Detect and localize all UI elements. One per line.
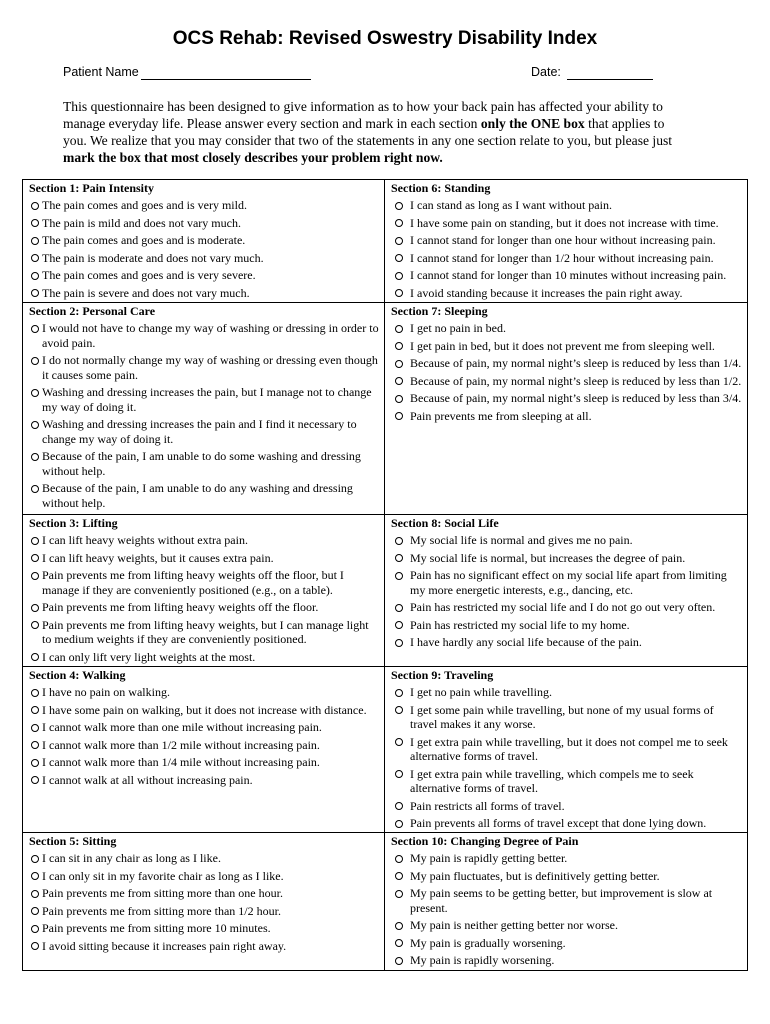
answer-option-label: I can only sit in my favorite chair as long as I like. xyxy=(42,868,284,883)
radio-circle-icon[interactable] xyxy=(31,254,39,262)
radio-circle-icon[interactable] xyxy=(31,942,39,950)
intro-bold-2: mark the box that most closely describes your problem right now. xyxy=(63,150,443,165)
answer-option-label: Because of pain, my normal night’s sleep is reduced by less than 1/4. xyxy=(410,356,742,370)
radio-circle-icon[interactable] xyxy=(31,604,39,612)
patient-name-label: Patient Name xyxy=(63,65,139,79)
table-row xyxy=(23,832,747,970)
radio-circle-icon[interactable] xyxy=(395,939,403,947)
radio-circle-icon[interactable] xyxy=(31,237,39,245)
answer-option-label: My pain seems to be getting better, but improvement is slow at present. xyxy=(410,886,713,915)
radio-circle-icon[interactable] xyxy=(395,360,403,368)
answer-option-label: Because of the pain, I am unable to do any washing and dressing without help. xyxy=(42,481,353,510)
answer-option[interactable] xyxy=(29,600,380,615)
answer-option-label: Because of pain, my normal night’s sleep is reduced by less than 3/4. xyxy=(410,391,742,405)
answer-option[interactable] xyxy=(29,738,380,753)
answer-option[interactable] xyxy=(391,268,743,283)
patient-name-field[interactable] xyxy=(141,79,311,80)
radio-circle-icon[interactable] xyxy=(395,802,403,810)
answer-option[interactable] xyxy=(29,939,380,954)
answer-option[interactable] xyxy=(29,551,380,566)
answer-option-label: I can only lift very light weights at the most. xyxy=(42,649,256,664)
answer-option[interactable] xyxy=(391,321,743,336)
answer-option[interactable] xyxy=(29,869,380,884)
radio-circle-icon[interactable] xyxy=(31,925,39,933)
radio-circle-icon[interactable] xyxy=(31,621,39,629)
radio-circle-icon[interactable] xyxy=(31,653,39,661)
answer-option[interactable] xyxy=(29,385,380,414)
answer-option[interactable] xyxy=(29,618,380,647)
answer-option-label: I cannot stand for longer than one hour without increasing pain. xyxy=(410,233,716,247)
radio-circle-icon[interactable] xyxy=(395,890,403,898)
answer-option[interactable] xyxy=(391,198,743,213)
section-title: Section 8: Social Life xyxy=(391,516,499,530)
radio-circle-icon[interactable] xyxy=(31,289,39,297)
radio-circle-icon[interactable] xyxy=(395,639,403,647)
answer-option[interactable] xyxy=(29,851,380,866)
radio-circle-icon[interactable] xyxy=(395,770,403,778)
answer-option-label: Pain has restricted my social life and I do not go out very often. xyxy=(410,600,716,614)
radio-circle-icon[interactable] xyxy=(395,325,403,333)
answer-option[interactable] xyxy=(29,921,380,936)
answer-option-label: I can sit in any chair as long as I like. xyxy=(42,851,221,865)
radio-circle-icon[interactable] xyxy=(395,272,403,280)
section-title: Section 2: Personal Care xyxy=(29,304,156,318)
answer-option-label: My pain is rapidly getting better. xyxy=(410,851,568,865)
answer-option-label: I get extra pain while travelling, but it does not compel me to seek alternative forms of travel. xyxy=(410,734,728,763)
answer-option[interactable] xyxy=(29,198,380,213)
answer-option-label: The pain is moderate and does not vary much. xyxy=(42,250,264,265)
answer-option[interactable] xyxy=(29,449,380,478)
answer-option[interactable] xyxy=(29,720,380,735)
section-standing xyxy=(385,180,747,302)
answer-option[interactable] xyxy=(29,755,380,770)
section-title: Section 10: Changing Degree of Pain xyxy=(391,834,579,848)
radio-circle-icon[interactable] xyxy=(395,689,403,697)
radio-circle-icon[interactable] xyxy=(31,485,39,493)
radio-circle-icon[interactable] xyxy=(395,254,403,262)
answer-option[interactable] xyxy=(391,886,743,915)
section-personal-care xyxy=(23,303,385,514)
answer-option-label: My pain is gradually worsening. xyxy=(410,935,566,950)
date-field[interactable] xyxy=(567,79,653,80)
answer-option[interactable] xyxy=(29,650,380,665)
answer-option-label: I cannot walk more than 1/2 mile without increasing pain. xyxy=(42,737,320,752)
answer-option[interactable] xyxy=(391,635,743,650)
radio-circle-icon[interactable] xyxy=(31,776,39,784)
answer-option[interactable] xyxy=(391,618,743,633)
radio-circle-icon[interactable] xyxy=(395,621,403,629)
radio-circle-icon[interactable] xyxy=(31,453,39,461)
radio-circle-icon[interactable] xyxy=(395,395,403,403)
answer-option-label: I get pain in bed, but it does not prevent me from sleeping well. xyxy=(410,338,715,353)
answer-option-label: Pain prevents me from sitting more than one hour. xyxy=(42,886,283,900)
answer-option[interactable] xyxy=(391,685,743,700)
radio-circle-icon[interactable] xyxy=(31,572,39,580)
answer-option[interactable] xyxy=(29,481,380,510)
answer-option[interactable] xyxy=(391,251,743,266)
answer-option[interactable] xyxy=(29,268,380,283)
radio-circle-icon[interactable] xyxy=(395,957,403,965)
answer-option-label: I can lift heavy weights, but it causes extra pain. xyxy=(42,550,274,565)
answer-option-label: I get some pain while travelling, but none of my usual forms of travel makes it any worse. xyxy=(410,702,714,731)
answer-option[interactable] xyxy=(391,799,743,814)
answer-option[interactable] xyxy=(391,409,743,424)
radio-circle-icon[interactable] xyxy=(31,202,39,210)
radio-circle-icon[interactable] xyxy=(31,325,39,333)
answer-option[interactable] xyxy=(29,216,380,231)
answer-option-label: Pain prevents me from sitting more than 1/2 hour. xyxy=(42,903,281,918)
section-traveling xyxy=(385,667,747,832)
answer-option[interactable] xyxy=(29,321,380,350)
answer-option[interactable] xyxy=(391,767,743,796)
answer-option[interactable] xyxy=(29,886,380,901)
section-walking xyxy=(23,667,385,832)
answer-option[interactable] xyxy=(391,374,743,389)
table-row xyxy=(23,514,747,666)
answer-option-label: I avoid standing because it increases the pain right away. xyxy=(410,285,683,300)
answer-option[interactable] xyxy=(391,936,743,951)
answer-option[interactable] xyxy=(391,816,743,831)
section-title: Section 7: Sleeping xyxy=(391,304,488,318)
section-changing-degree-of-pain xyxy=(385,833,747,970)
answer-option-label: I cannot walk more than 1/4 mile without increasing pain. xyxy=(42,755,320,769)
radio-circle-icon[interactable] xyxy=(31,357,39,365)
radio-circle-icon[interactable] xyxy=(395,604,403,612)
answer-option-label: Pain has restricted my social life to my home. xyxy=(410,617,630,632)
radio-circle-icon[interactable] xyxy=(31,272,39,280)
answer-option-label: I have no pain on walking. xyxy=(42,685,170,699)
radio-circle-icon[interactable] xyxy=(395,537,403,545)
answer-option-label: I do not normally change my way of washing or dressing even though it causes some pain. xyxy=(42,353,378,382)
answer-option-label: My pain is neither getting better nor worse. xyxy=(410,918,618,932)
answer-option-label: The pain comes and goes and is moderate. xyxy=(42,233,246,247)
answer-option-label: The pain is severe and does not vary much. xyxy=(42,285,250,300)
answer-option-label: Pain prevents me from sitting more 10 minutes. xyxy=(42,921,271,935)
questionnaire-table xyxy=(22,179,748,971)
answer-option-label: My pain is rapidly worsening. xyxy=(410,953,555,967)
answer-option-label: The pain is mild and does not vary much. xyxy=(42,215,241,230)
radio-circle-icon[interactable] xyxy=(31,724,39,732)
section-sitting xyxy=(23,833,385,970)
answer-option[interactable] xyxy=(391,735,743,764)
section-title: Section 9: Traveling xyxy=(391,668,494,682)
answer-option-label: I can stand as long as I want without pain. xyxy=(410,198,612,212)
radio-circle-icon[interactable] xyxy=(31,389,39,397)
section-title: Section 5: Sitting xyxy=(29,834,117,848)
answer-option-label: I have hardly any social life because of the pain. xyxy=(410,635,642,649)
answer-option[interactable] xyxy=(391,339,743,354)
table-row xyxy=(23,302,747,514)
radio-circle-icon[interactable] xyxy=(395,855,403,863)
answer-option-label: I get no pain while travelling. xyxy=(410,685,552,699)
answer-option-label: I cannot stand for longer than 10 minutes without increasing pain. xyxy=(410,268,727,282)
answer-option[interactable] xyxy=(29,251,380,266)
section-sleeping xyxy=(385,303,747,514)
answer-option[interactable] xyxy=(29,773,380,788)
section-title: Section 6: Standing xyxy=(391,181,491,195)
radio-circle-icon[interactable] xyxy=(31,706,39,714)
answer-option[interactable] xyxy=(29,286,380,301)
answer-option-label: I cannot walk at all without increasing pain. xyxy=(42,772,253,787)
radio-circle-icon[interactable] xyxy=(395,572,403,580)
section-lifting xyxy=(23,515,385,666)
radio-circle-icon[interactable] xyxy=(395,219,403,227)
radio-circle-icon[interactable] xyxy=(31,689,39,697)
answer-option-label: I cannot stand for longer than 1/2 hour without increasing pain. xyxy=(410,250,714,265)
answer-option[interactable] xyxy=(29,703,380,718)
radio-circle-icon[interactable] xyxy=(31,890,39,898)
radio-circle-icon[interactable] xyxy=(395,342,403,350)
section-title: Section 1: Pain Intensity xyxy=(29,181,155,195)
table-row xyxy=(23,666,747,832)
answer-option[interactable] xyxy=(29,904,380,919)
page-title: OCS Rehab: Revised Oswestry Disability Index xyxy=(172,28,598,49)
table-row xyxy=(23,180,747,302)
radio-circle-icon[interactable] xyxy=(395,738,403,746)
intro-text-1: This questionnaire has been designed to give information as to how your back pain has affected your ability to manage everyday life. Please answer every section and mark in each section xyxy=(63,99,663,131)
answer-option[interactable] xyxy=(391,918,743,933)
answer-option[interactable] xyxy=(391,533,743,548)
radio-circle-icon[interactable] xyxy=(395,237,403,245)
answer-option[interactable] xyxy=(391,286,743,301)
radio-circle-icon[interactable] xyxy=(31,554,39,562)
answer-option-label: I get extra pain while travelling, which compels me to seek alternative forms of travel. xyxy=(410,766,694,795)
patient-info-row xyxy=(63,65,653,83)
answer-option[interactable] xyxy=(29,353,380,382)
answer-option-label: Pain restricts all forms of travel. xyxy=(410,798,565,813)
answer-option[interactable] xyxy=(391,869,743,884)
answer-option-label: My social life is normal, but increases the degree of pain. xyxy=(410,550,686,565)
answer-option[interactable] xyxy=(29,533,380,548)
answer-option[interactable] xyxy=(391,233,743,248)
radio-circle-icon[interactable] xyxy=(395,554,403,562)
intro-bold-1: only the ONE box xyxy=(480,116,585,131)
answer-option[interactable] xyxy=(391,356,743,371)
answer-option[interactable] xyxy=(29,685,380,700)
intro-text-2: that applies to you. We realize that you may consider that two of the statements in any one section relate to you, but please just xyxy=(63,116,673,148)
section-title: Section 4: Walking xyxy=(29,668,126,682)
answer-option-label: Washing and dressing increases the pain and I find it necessary to change my way of doing it. xyxy=(42,417,357,446)
section-social-life xyxy=(385,515,747,666)
answer-option-label: Pain prevents me from lifting heavy weights, but I can manage light to medium weights if they are conveniently positioned. xyxy=(42,617,369,646)
answer-option[interactable] xyxy=(391,703,743,732)
radio-circle-icon[interactable] xyxy=(31,855,39,863)
answer-option[interactable] xyxy=(29,568,380,597)
radio-circle-icon[interactable] xyxy=(31,537,39,545)
radio-circle-icon[interactable] xyxy=(395,872,403,880)
radio-circle-icon[interactable] xyxy=(31,872,39,880)
answer-option-label: Pain prevents me from lifting heavy weights off the floor, but I manage if they are conveniently positioned (e.g., on a table). xyxy=(42,568,344,597)
intro-paragraph xyxy=(63,98,683,166)
radio-circle-icon[interactable] xyxy=(31,759,39,767)
answer-option-label: Because of the pain, I am unable to do some washing and dressing without help. xyxy=(42,449,361,478)
answer-option-label: The pain comes and goes and is very severe. xyxy=(42,268,256,282)
answer-option-label: Washing and dressing increases the pain, but I manage not to change my way of doing it. xyxy=(42,385,372,414)
answer-option-label: Pain prevents me from lifting heavy weights off the floor. xyxy=(42,600,319,614)
section-title: Section 3: Lifting xyxy=(29,516,118,530)
answer-option-label: The pain comes and goes and is very mild. xyxy=(42,198,247,212)
radio-circle-icon[interactable] xyxy=(31,741,39,749)
date-label: Date: xyxy=(531,65,561,79)
radio-circle-icon[interactable] xyxy=(31,421,39,429)
answer-option-label: Because of pain, my normal night’s sleep is reduced by less than 1/2. xyxy=(410,373,742,388)
radio-circle-icon[interactable] xyxy=(31,219,39,227)
radio-circle-icon[interactable] xyxy=(395,289,403,297)
answer-option-label: My social life is normal and gives me no pain. xyxy=(410,533,633,547)
answer-option-label: Pain prevents me from sleeping at all. xyxy=(410,408,592,423)
answer-option-label: I cannot walk more than one mile without increasing pain. xyxy=(42,720,322,734)
answer-option-label: I have some pain on walking, but it does not increase with distance. xyxy=(42,702,367,717)
radio-circle-icon[interactable] xyxy=(31,907,39,915)
answer-option-label: I can lift heavy weights without extra pain. xyxy=(42,533,248,547)
answer-option-label: I get no pain in bed. xyxy=(410,321,506,335)
radio-circle-icon[interactable] xyxy=(395,706,403,714)
answer-option[interactable] xyxy=(29,417,380,446)
answer-option-label: Pain prevents all forms of travel except that done lying down. xyxy=(410,816,707,830)
radio-circle-icon[interactable] xyxy=(395,377,403,385)
radio-circle-icon[interactable] xyxy=(395,202,403,210)
answer-option[interactable] xyxy=(391,216,743,231)
answer-option[interactable] xyxy=(391,953,743,968)
radio-circle-icon[interactable] xyxy=(395,412,403,420)
section-pain-intensity xyxy=(23,180,385,302)
answer-option[interactable] xyxy=(391,600,743,615)
answer-option-label: I have some pain on standing, but it does not increase with time. xyxy=(410,215,719,230)
radio-circle-icon[interactable] xyxy=(395,820,403,828)
answer-option[interactable] xyxy=(391,851,743,866)
answer-option[interactable] xyxy=(391,568,743,597)
answer-option-label: My pain fluctuates, but is definitively getting better. xyxy=(410,868,660,883)
radio-circle-icon[interactable] xyxy=(395,922,403,930)
answer-option[interactable] xyxy=(391,551,743,566)
answer-option-label: I would not have to change my way of washing or dressing in order to avoid pain. xyxy=(42,321,379,350)
answer-option[interactable] xyxy=(29,233,380,248)
answer-option-label: Pain has no significant effect on my social life apart from limiting my more energetic interests, e.g., dancing, etc. xyxy=(410,568,727,597)
answer-option-label: I avoid sitting because it increases pain right away. xyxy=(42,938,287,953)
answer-option[interactable] xyxy=(391,391,743,406)
